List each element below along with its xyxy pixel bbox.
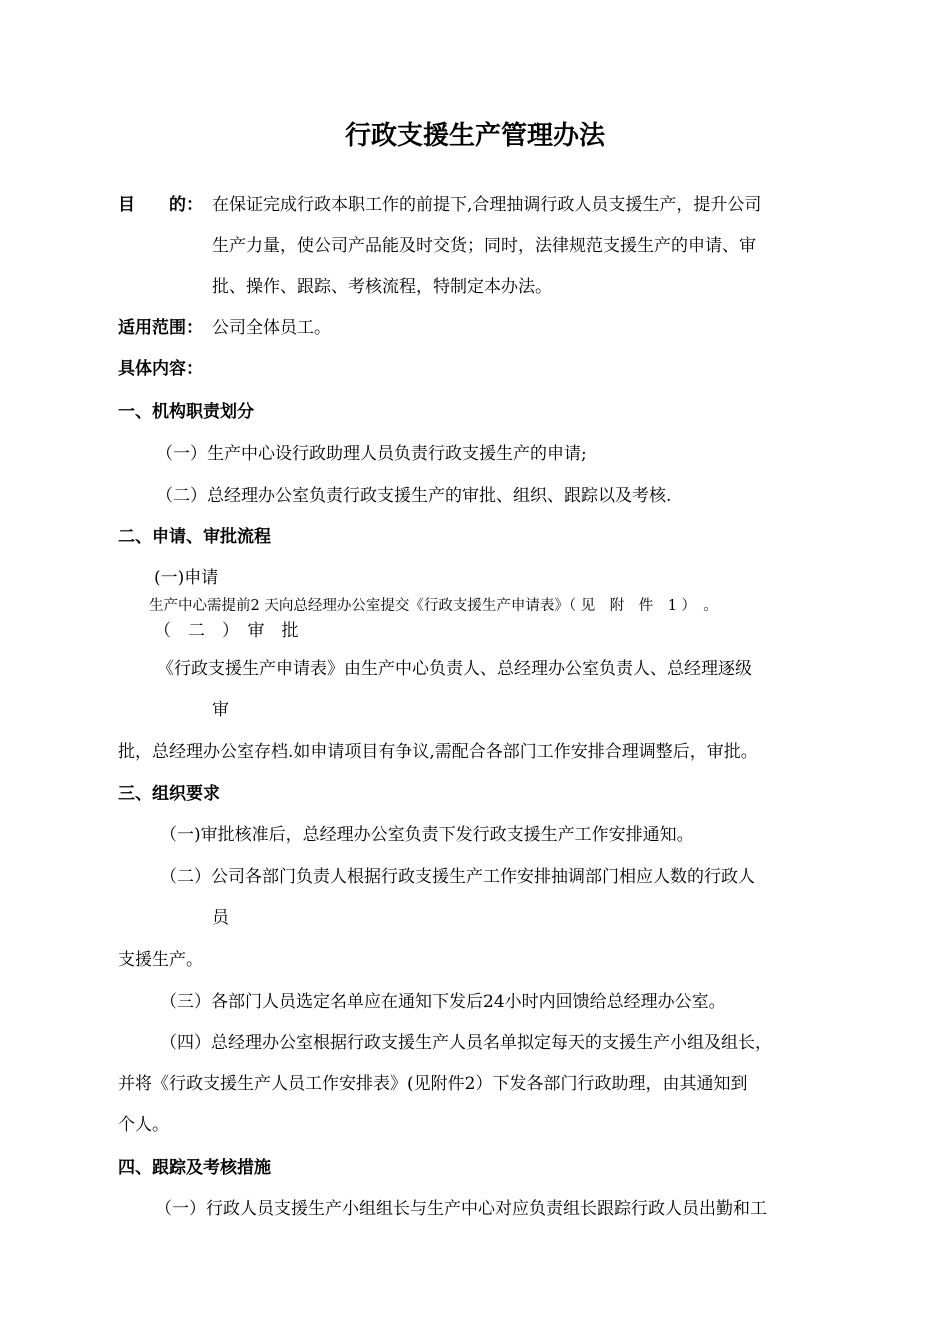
paragraph: 生产中心需提前2 天向总经理办公室提交《行政支援生产申请表》（ 见 附 件 1 ） 。 xyxy=(149,598,718,614)
list-item: （四）总经理办公室根据行政支援生产人员名单拟定每天的支援生产小组及组长， xyxy=(160,1033,772,1053)
document-title: 行政支援生产管理办法 xyxy=(344,121,605,151)
scope-text: 公司全体员工。 xyxy=(212,318,331,338)
paragraph: 批，总经理办公室存档.如申请项目有争议,需配合各部门工作安排合理调整后，审批。 xyxy=(118,742,758,762)
list-item: （一）生产中心设行政助理人员负责行政支援生产的申请; xyxy=(156,444,587,464)
subsection-label: （ 二 ） 审 批 xyxy=(154,621,299,641)
purpose-line-3: 批、操作、跟踪、考核流程，特制定本办法。 xyxy=(212,277,552,297)
purpose-line-2: 生产力量，使公司产品能及时交货；同时，法律规范支援生产的申请、审 xyxy=(212,236,756,256)
list-item: 个人。 xyxy=(118,1115,169,1135)
purpose-label: 目 的： xyxy=(118,195,203,215)
section-heading: 一、机构职责划分 xyxy=(118,402,254,422)
subsection-label: (一)申请 xyxy=(154,568,219,588)
list-item: （一)审批核准后，总经理办公室负责下发行政支援生产工作安排通知。 xyxy=(160,825,694,845)
scope-label: 适用范围： xyxy=(118,318,203,338)
list-item: 支援生产。 xyxy=(118,950,203,970)
section-heading: 二、申请、审批流程 xyxy=(118,527,271,547)
list-item: （三）各部门人员选定名单应在通知下发后24小时内回馈给总经理办公室。 xyxy=(160,992,726,1012)
purpose-line-1: 在保证完成行政本职工作的前提下,合理抽调行政人员支援生产，提升公司 xyxy=(212,195,762,215)
list-item: （二）总经理办公室负责行政支援生产的审批、组织、跟踪以及考核. xyxy=(156,486,672,506)
paragraph: 审 xyxy=(212,700,229,720)
list-item: 员 xyxy=(212,908,229,928)
list-item: 并将《行政支援生产人员工作安排表》(见附件2）下发各部门行政助理，由其通知到 xyxy=(118,1074,748,1094)
content-heading: 具体内容： xyxy=(118,359,203,379)
section-heading: 四、跟踪及考核措施 xyxy=(118,1158,271,1178)
paragraph: 《行政支援生产申请表》由生产中心负责人、总经理办公室负责人、总经理逐级 xyxy=(157,659,752,679)
list-item: （二）公司各部门负责人根据行政支援生产工作安排抽调部门相应人数的行政人 xyxy=(160,867,755,887)
list-item: （一）行政人员支援生产小组组长与生产中心对应负责组长跟踪行政人员出勤和工 xyxy=(155,1199,767,1219)
section-heading: 三、组织要求 xyxy=(118,784,220,804)
